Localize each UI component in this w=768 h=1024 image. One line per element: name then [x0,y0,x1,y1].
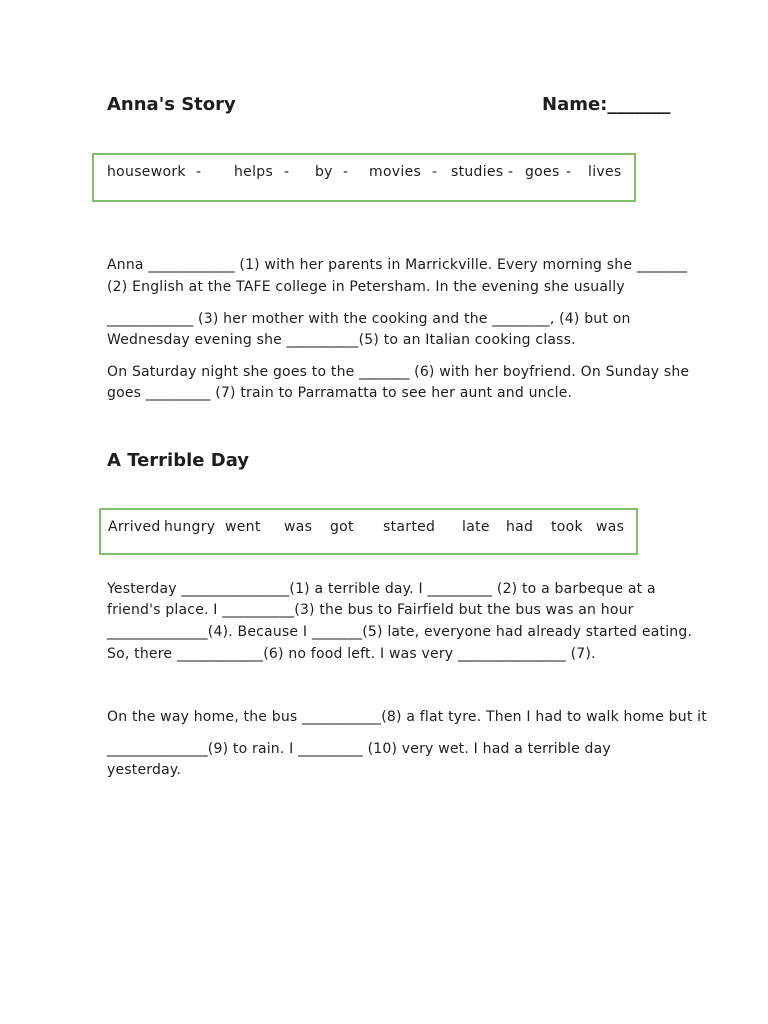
word-bank-word: housework [107,164,186,180]
word-bank-word: helps [234,164,274,180]
word-bank-box [99,508,638,555]
word-bank-separator: - [432,164,438,180]
word-bank-word: took [551,519,583,535]
word-bank-word: studies [451,164,504,180]
story-paragraph-line: On the way home, the bus ___________(8) a flat tyre. Then I had to walk home but it [107,709,707,725]
word-bank-word: lives [588,164,622,180]
word-bank-box [92,153,636,202]
story-paragraph-line: Anna ____________ (1) with her parents in Marrickville. Every morning she _______ [107,257,688,273]
story-paragraph-line: ____________ (3) her mother with the cooking and the ________, (4) but on [107,311,631,327]
story-paragraph-line: yesterday. [107,762,182,778]
story-paragraph-line: (2) English at the TAFE college in Petersham. In the evening she usually [107,279,625,295]
section-title: A Terrible Day [107,450,250,471]
word-bank-word: late [462,519,490,535]
word-bank-separator: - [284,164,290,180]
word-bank-separator: - [566,164,572,180]
word-bank-separator: - [508,164,514,180]
story-paragraph-line: Yesterday _______________(1) a terrible day. I _________ (2) to a barbeque at a [107,581,656,597]
word-bank-word: by [315,164,333,180]
word-bank-separator: - [343,164,349,180]
story-paragraph-line: So, there ____________(6) no food left. I was very _______________ (7). [107,646,596,662]
story-paragraph-line: Wednesday evening she __________(5) to an Italian cooking class. [107,332,576,348]
story-paragraph-line: On Saturday night she goes to the _______ (6) with her boyfriend. On Sunday she [107,364,690,380]
name-field-label: Name:_______ [542,94,671,115]
word-bank-word: was [284,519,313,535]
story-paragraph-line: goes _________ (7) train to Parramatta to see her aunt and uncle. [107,385,573,401]
story-title: Anna's Story [107,94,236,115]
story-paragraph-line: ______________(9) to rain. I _________ (10) very wet. I had a terrible day [107,741,611,757]
word-bank-word: went [225,519,261,535]
word-bank-word: movies [369,164,422,180]
story-paragraph-line: friend's place. I __________(3) the bus to Fairfield but the bus was an hour [107,602,634,618]
word-bank-word: started [383,519,436,535]
word-bank-separator: - [196,164,202,180]
story-paragraph-line: ______________(4). Because I _______(5) late, everyone had already started eating. [107,624,693,640]
word-bank-word: had [506,519,534,535]
word-bank-word: got [330,519,354,535]
word-bank-word: was [596,519,625,535]
word-bank-word: Arrived [108,519,161,535]
word-bank-word: goes [525,164,560,180]
word-bank-word: hungry [164,519,216,535]
